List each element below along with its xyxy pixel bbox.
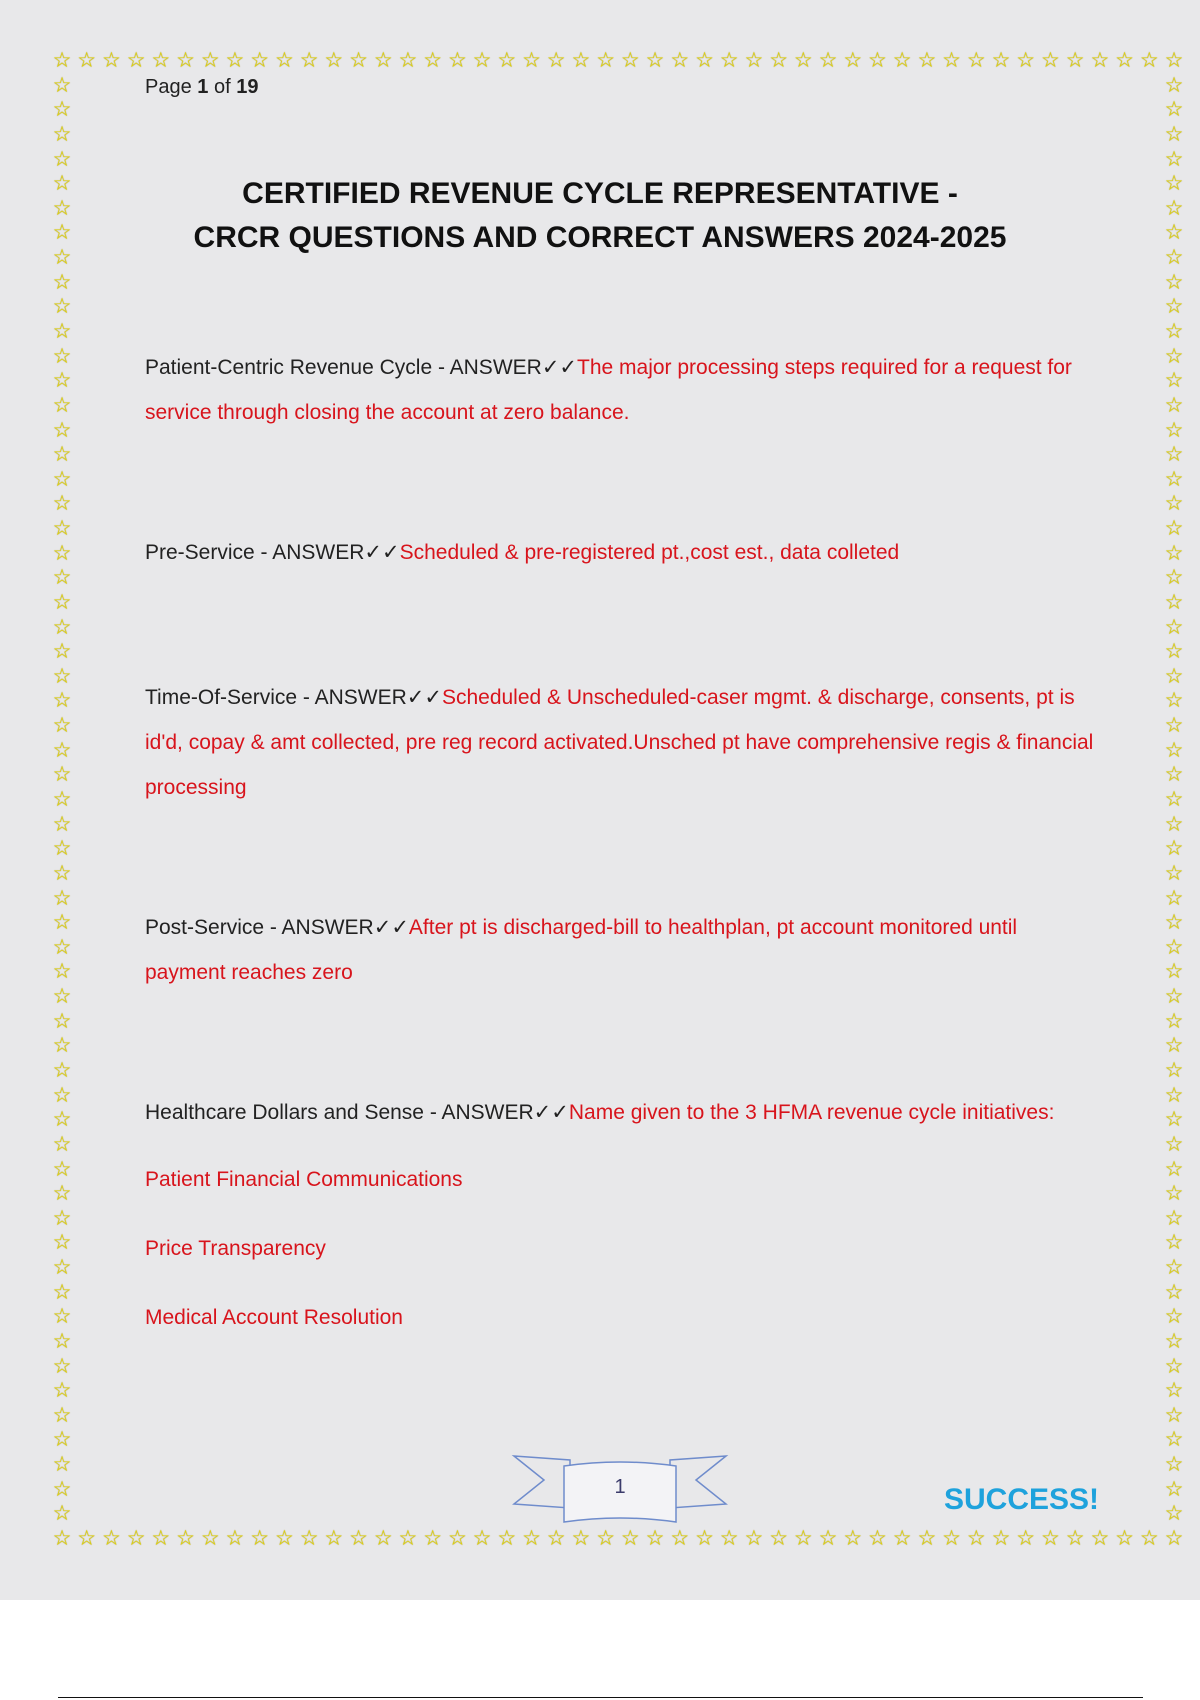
star-icon: ☆ — [1164, 121, 1184, 146]
star-icon: ☆ — [1139, 48, 1159, 72]
check-mark-icon: ✓✓ — [541, 355, 578, 379]
star-icon: ☆ — [1065, 1526, 1085, 1550]
star-icon: ☆ — [1164, 614, 1184, 639]
star-icon: ☆ — [126, 1526, 146, 1550]
star-icon: ☆ — [299, 48, 319, 72]
star-icon: ☆ — [52, 1452, 72, 1477]
star-icon: ☆ — [744, 1526, 764, 1550]
star-icon: ☆ — [1164, 1279, 1184, 1304]
star-icon: ☆ — [1164, 1107, 1184, 1132]
star-icon: ☆ — [52, 934, 72, 959]
star-icon: ☆ — [1164, 1131, 1184, 1156]
star-icon: ☆ — [52, 1526, 72, 1550]
star-icon: ☆ — [1164, 1008, 1184, 1033]
star-icon: ☆ — [52, 269, 72, 294]
star-icon: ☆ — [52, 220, 72, 245]
star-icon: ☆ — [1139, 1526, 1159, 1550]
star-icon: ☆ — [1164, 1452, 1184, 1477]
star-icon: ☆ — [942, 1526, 961, 1550]
star-icon: ☆ — [818, 1526, 838, 1550]
star-icon: ☆ — [52, 466, 72, 491]
star-icon: ☆ — [52, 343, 72, 368]
answer-text: Scheduled & pre-registered pt.,cost est., data colleted — [399, 541, 900, 564]
star-icon: ☆ — [423, 1526, 443, 1550]
star-icon: ☆ — [52, 1205, 72, 1230]
star-icon: ☆ — [1164, 565, 1184, 590]
star-icon: ☆ — [52, 836, 72, 861]
star-icon: ☆ — [52, 442, 72, 467]
star-icon: ☆ — [1164, 959, 1184, 984]
star-icon: ☆ — [52, 1008, 72, 1033]
star-icon: ☆ — [1164, 1402, 1184, 1427]
star-icon: ☆ — [497, 48, 517, 72]
star-icon: ☆ — [1164, 836, 1184, 861]
star-icon: ☆ — [1164, 1255, 1184, 1280]
star-icon: ☆ — [1164, 984, 1184, 1009]
star-icon: ☆ — [1164, 713, 1184, 738]
star-icon: ☆ — [52, 589, 72, 614]
star-icon: ☆ — [670, 1526, 690, 1550]
star-icon: ☆ — [176, 48, 195, 72]
star-icon: ☆ — [52, 540, 72, 565]
star-icon: ☆ — [1164, 1526, 1184, 1550]
star-icon: ☆ — [52, 1181, 72, 1206]
star-icon: ☆ — [843, 1526, 863, 1550]
star-icon: ☆ — [942, 48, 961, 72]
star-icon: ☆ — [1164, 860, 1184, 885]
star-icon: ☆ — [571, 1526, 591, 1550]
qa-item — [145, 345, 1095, 435]
star-icon: ☆ — [52, 48, 72, 72]
star-icon: ☆ — [102, 1526, 121, 1550]
star-icon: ☆ — [52, 1353, 72, 1378]
title-line-1: CERTIFIED REVENUE CYCLE REPRESENTATIVE - — [242, 177, 958, 210]
star-icon: ☆ — [126, 48, 146, 72]
question-text: Patient-Centric Revenue Cycle - ANSWER — [145, 356, 542, 379]
star-icon: ☆ — [52, 1501, 72, 1526]
star-icon: ☆ — [1164, 1205, 1184, 1230]
star-icon: ☆ — [1164, 72, 1184, 97]
star-icon: ☆ — [324, 1526, 344, 1550]
page-total: 19 — [236, 76, 259, 98]
check-mark-icon: ✓✓ — [364, 540, 400, 564]
star-icon: ☆ — [52, 762, 72, 787]
star-icon: ☆ — [52, 984, 72, 1009]
star-icon: ☆ — [546, 48, 566, 72]
check-mark-icon: ✓✓ — [373, 915, 409, 939]
star-icon: ☆ — [1164, 934, 1184, 959]
star-icon: ☆ — [1164, 1427, 1184, 1452]
success-text: SUCCESS! — [944, 1483, 1100, 1516]
star-icon: ☆ — [77, 1526, 97, 1550]
star-icon: ☆ — [52, 245, 72, 270]
star-icon: ☆ — [843, 48, 863, 72]
star-icon: ☆ — [52, 713, 72, 738]
star-icon: ☆ — [645, 48, 665, 72]
star-icon: ☆ — [52, 1255, 72, 1280]
star-icon: ☆ — [1164, 737, 1184, 762]
star-icon: ☆ — [1164, 171, 1184, 196]
star-icon: ☆ — [1164, 663, 1184, 688]
star-icon: ☆ — [892, 48, 912, 72]
star-icon: ☆ — [52, 663, 72, 688]
star-icon: ☆ — [52, 1033, 72, 1058]
star-icon: ☆ — [52, 639, 72, 664]
star-icon: ☆ — [522, 1526, 541, 1550]
star-icon: ☆ — [695, 1526, 714, 1550]
star-icon: ☆ — [596, 48, 616, 72]
question-text: Post-Service - ANSWER — [145, 916, 374, 939]
star-icon: ☆ — [398, 48, 418, 72]
star-icon: ☆ — [1164, 220, 1184, 245]
star-icon: ☆ — [1164, 885, 1184, 910]
star-icon: ☆ — [868, 1526, 887, 1550]
question-text: Healthcare Dollars and Sense - ANSWER — [145, 1101, 534, 1124]
star-icon: ☆ — [620, 1526, 640, 1550]
star-icon: ☆ — [200, 48, 220, 72]
star-icon: ☆ — [769, 48, 789, 72]
star-icon: ☆ — [52, 959, 72, 984]
question-text: Time-Of-Service - ANSWER — [145, 686, 407, 709]
star-icon: ☆ — [398, 1526, 418, 1550]
star-icon: ☆ — [1164, 146, 1184, 171]
page-number: 1 — [614, 1476, 626, 1498]
qa-item — [145, 675, 1095, 810]
star-icon: ☆ — [670, 48, 690, 72]
star-icon: ☆ — [868, 48, 887, 72]
star-icon: ☆ — [52, 1230, 72, 1255]
footer-divider — [58, 1697, 1143, 1698]
document-title — [100, 172, 1100, 260]
star-icon: ☆ — [52, 787, 72, 811]
star-icon: ☆ — [1041, 1526, 1060, 1550]
star-icon: ☆ — [793, 48, 813, 72]
star-icon: ☆ — [52, 860, 72, 885]
star-icon: ☆ — [991, 48, 1011, 72]
star-icon: ☆ — [1164, 318, 1184, 343]
star-icon: ☆ — [546, 1526, 566, 1550]
star-icon: ☆ — [1164, 1230, 1184, 1255]
star-icon: ☆ — [225, 48, 245, 72]
star-icon: ☆ — [497, 1526, 517, 1550]
answer-text: Scheduled & Unscheduled-caser mgmt. & discharge, consents, pt is id'd, copay & amt collected, pre reg record activated.Unsched pt have comprehensive regis & financial processing — [145, 686, 1094, 799]
star-icon: ☆ — [176, 1526, 195, 1550]
star-icon: ☆ — [1164, 1328, 1184, 1353]
star-icon: ☆ — [52, 1131, 72, 1156]
qa-item — [145, 530, 1095, 575]
star-icon: ☆ — [1164, 269, 1184, 294]
star-icon: ☆ — [1164, 787, 1184, 811]
star-icon: ☆ — [1164, 491, 1184, 516]
star-icon: ☆ — [1115, 48, 1134, 72]
star-icon: ☆ — [102, 48, 121, 72]
star-icon: ☆ — [1164, 1082, 1184, 1107]
qa-item — [145, 1090, 1095, 1135]
star-icon: ☆ — [991, 1526, 1011, 1550]
star-icon: ☆ — [151, 1526, 171, 1550]
star-icon: ☆ — [52, 1156, 72, 1181]
star-icon: ☆ — [1164, 1156, 1184, 1181]
star-icon: ☆ — [77, 48, 97, 72]
star-icon: ☆ — [151, 48, 171, 72]
star-icon: ☆ — [349, 48, 368, 72]
star-icon: ☆ — [1164, 1057, 1184, 1082]
star-icon: ☆ — [52, 318, 72, 343]
star-icon: ☆ — [52, 97, 72, 122]
star-icon: ☆ — [1164, 466, 1184, 491]
star-icon: ☆ — [1164, 417, 1184, 442]
initiative-item: Medical Account Resolution — [145, 1306, 403, 1329]
star-icon: ☆ — [1016, 1526, 1036, 1550]
star-icon: ☆ — [1164, 688, 1184, 713]
star-icon: ☆ — [1164, 368, 1184, 393]
star-icon: ☆ — [1115, 1526, 1134, 1550]
star-icon: ☆ — [719, 48, 739, 72]
star-icon: ☆ — [1164, 48, 1184, 72]
star-icon: ☆ — [52, 1402, 72, 1427]
star-icon: ☆ — [793, 1526, 813, 1550]
star-icon: ☆ — [52, 368, 72, 393]
question-text: Pre-Service - ANSWER — [145, 541, 365, 564]
star-icon: ☆ — [1164, 589, 1184, 614]
star-icon: ☆ — [472, 1526, 492, 1550]
page-current: 1 — [197, 76, 209, 98]
star-icon: ☆ — [744, 48, 764, 72]
star-icon: ☆ — [1164, 762, 1184, 787]
star-icon: ☆ — [274, 48, 294, 72]
star-icon: ☆ — [1164, 910, 1184, 935]
star-icon: ☆ — [1164, 1378, 1184, 1403]
star-icon: ☆ — [447, 1526, 467, 1550]
check-mark-icon: ✓✓ — [406, 685, 442, 709]
star-icon: ☆ — [1065, 48, 1085, 72]
star-icon: ☆ — [52, 565, 72, 590]
star-icon: ☆ — [373, 1526, 393, 1550]
star-icon: ☆ — [52, 1082, 72, 1107]
star-icon: ☆ — [1164, 245, 1184, 270]
answer-text: Name given to the 3 HFMA revenue cycle initiatives: — [568, 1101, 1055, 1124]
star-icon: ☆ — [1164, 1181, 1184, 1206]
page-indicator: Page 1 of 19 — [145, 76, 259, 98]
star-icon: ☆ — [1164, 294, 1184, 319]
star-icon: ☆ — [52, 1279, 72, 1304]
star-icon: ☆ — [1090, 1526, 1110, 1550]
star-icon: ☆ — [1164, 1033, 1184, 1058]
star-icon: ☆ — [324, 48, 344, 72]
star-icon: ☆ — [1016, 48, 1036, 72]
star-icon: ☆ — [1164, 442, 1184, 467]
star-icon: ☆ — [695, 48, 714, 72]
star-icon: ☆ — [1164, 516, 1184, 541]
star-icon: ☆ — [52, 1107, 72, 1132]
star-icon: ☆ — [52, 121, 72, 146]
star-icon: ☆ — [447, 48, 467, 72]
star-icon: ☆ — [966, 48, 986, 72]
star-icon: ☆ — [250, 48, 270, 72]
check-mark-icon: ✓✓ — [533, 1100, 569, 1124]
star-icon: ☆ — [373, 48, 393, 72]
star-icon: ☆ — [52, 1328, 72, 1353]
star-icon: ☆ — [1164, 1501, 1184, 1526]
initiative-item: Price Transparency — [145, 1237, 326, 1260]
star-icon: ☆ — [1164, 195, 1184, 220]
star-icon: ☆ — [52, 72, 72, 97]
star-icon: ☆ — [917, 48, 937, 72]
star-icon: ☆ — [52, 737, 72, 762]
star-icon: ☆ — [917, 1526, 937, 1550]
star-icon: ☆ — [250, 1526, 270, 1550]
star-icon: ☆ — [620, 48, 640, 72]
star-icon: ☆ — [966, 1526, 986, 1550]
star-icon: ☆ — [52, 171, 72, 196]
star-icon: ☆ — [719, 1526, 739, 1550]
star-icon: ☆ — [52, 1057, 72, 1082]
page-number-ribbon — [510, 1452, 730, 1532]
star-icon: ☆ — [423, 48, 443, 72]
star-icon: ☆ — [472, 48, 492, 72]
star-icon: ☆ — [52, 1378, 72, 1403]
star-icon: ☆ — [1164, 392, 1184, 417]
star-icon: ☆ — [1164, 540, 1184, 565]
star-icon: ☆ — [1164, 811, 1184, 836]
star-icon: ☆ — [52, 294, 72, 319]
star-icon: ☆ — [1164, 1353, 1184, 1378]
star-icon: ☆ — [274, 1526, 294, 1550]
answer-text: After pt is discharged-bill to healthplan, pt account monitored until payment reaches zero — [145, 916, 1018, 984]
star-icon: ☆ — [571, 48, 591, 72]
star-icon: ☆ — [1164, 97, 1184, 122]
star-icon: ☆ — [596, 1526, 616, 1550]
initiative-item: Patient Financial Communications — [145, 1168, 463, 1191]
star-icon: ☆ — [200, 1526, 220, 1550]
star-icon: ☆ — [52, 491, 72, 516]
star-icon: ☆ — [52, 417, 72, 442]
star-icon: ☆ — [818, 48, 838, 72]
star-icon: ☆ — [1164, 639, 1184, 664]
star-icon: ☆ — [52, 1476, 72, 1501]
star-icon: ☆ — [299, 1526, 319, 1550]
star-icon: ☆ — [225, 1526, 245, 1550]
star-icon: ☆ — [52, 1427, 72, 1452]
star-icon: ☆ — [52, 516, 72, 541]
star-icon: ☆ — [645, 1526, 665, 1550]
star-icon: ☆ — [52, 910, 72, 935]
answer-text: The major processing steps required for a request for service through closing the account at zero balance. — [145, 356, 1072, 424]
star-icon: ☆ — [52, 811, 72, 836]
star-icon: ☆ — [52, 392, 72, 417]
star-icon: ☆ — [1164, 1476, 1184, 1501]
star-icon: ☆ — [52, 146, 72, 171]
star-icon: ☆ — [1090, 48, 1110, 72]
star-icon: ☆ — [1164, 343, 1184, 368]
star-icon: ☆ — [892, 1526, 912, 1550]
star-icon: ☆ — [52, 1304, 72, 1329]
star-icon: ☆ — [52, 195, 72, 220]
star-icon: ☆ — [52, 885, 72, 910]
star-icon: ☆ — [52, 614, 72, 639]
star-icon: ☆ — [1164, 1304, 1184, 1329]
star-icon: ☆ — [349, 1526, 368, 1550]
title-line-2: CRCR QUESTIONS AND CORRECT ANSWERS 2024-2025 — [193, 221, 1007, 254]
qa-item — [145, 905, 1095, 995]
star-icon: ☆ — [1041, 48, 1060, 72]
star-icon: ☆ — [522, 48, 541, 72]
star-icon: ☆ — [52, 688, 72, 713]
star-icon: ☆ — [769, 1526, 789, 1550]
